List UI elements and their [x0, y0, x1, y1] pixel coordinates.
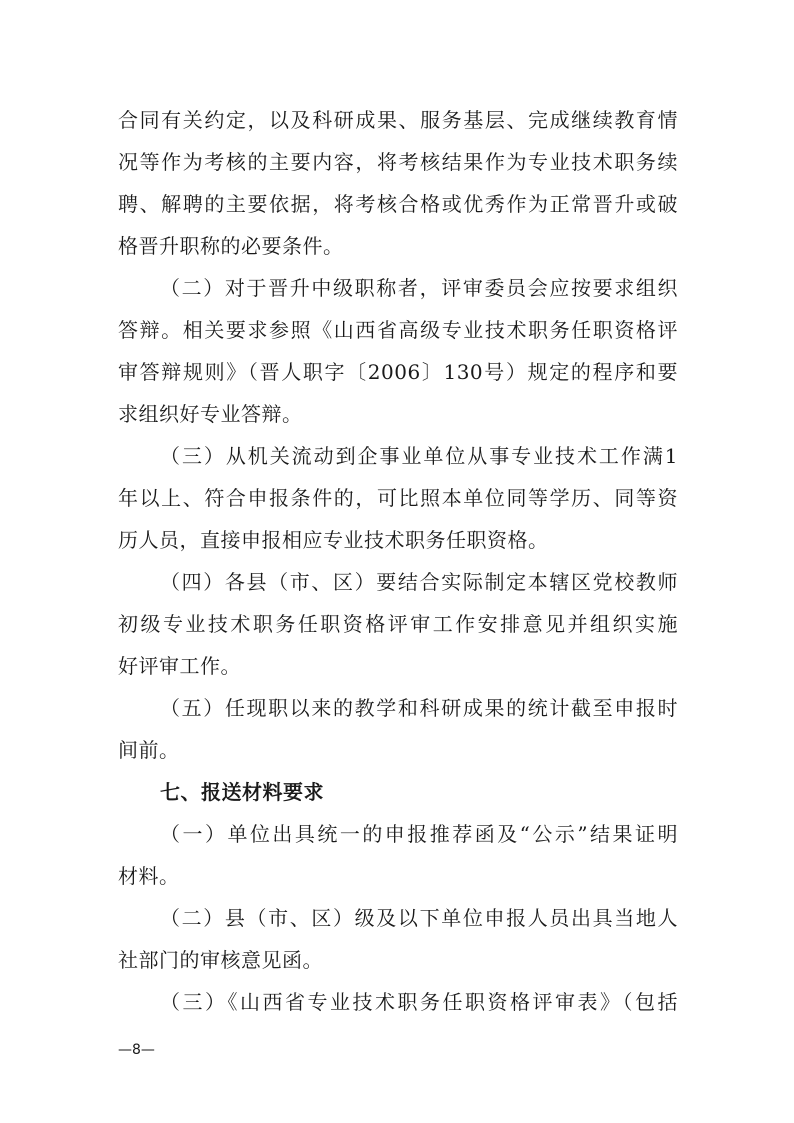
text-line: 格晋升职称的必要条件。: [118, 234, 344, 258]
text-line: 材料。: [118, 864, 180, 888]
text-line: 好评审工作。: [118, 654, 241, 678]
text-line: 合同有关约定，以及科研成果、服务基层、完成继续教育情: [118, 108, 678, 132]
text-line: 况等作为考核的主要内容，将考核结果作为专业技术职务续: [118, 150, 678, 174]
text-line: 间前。: [118, 738, 180, 762]
paragraph-start: （二）对于晋升中级职称者，评审委员会应按要求组织: [160, 276, 678, 300]
section-heading: 七、报送材料要求: [160, 780, 324, 804]
text-line: 聘、解聘的主要依据，将考核合格或优秀作为正常晋升或破: [118, 192, 678, 216]
paragraph-start: （五）任现职以来的教学和科研成果的统计截至申报时: [160, 696, 678, 720]
text-line: 答辩。相关要求参照《山西省高级专业技术职务任职资格评: [118, 318, 678, 342]
text-line: 年以上、符合申报条件的，可比照本单位同等学历、同等资: [118, 486, 678, 510]
text-line: 初级专业技术职务任职资格评审工作安排意见并组织实施: [118, 612, 678, 636]
paragraph-start: （一）单位出具统一的申报推荐函及“公示”结果证明: [160, 822, 678, 846]
text-line: 求组织好专业答辩。: [118, 402, 303, 426]
paragraph-start: （三）从机关流动到企事业单位从事专业技术工作满1: [160, 444, 678, 468]
paragraph-start: （二）县（市、区）级及以下单位申报人员出具当地人: [160, 906, 678, 930]
text-line: 审答辩规则》（晋人职字〔2006〕130号）规定的程序和要: [118, 360, 678, 384]
paragraph-start: （三）《山西省专业技术职务任职资格评审表》（包括: [160, 990, 678, 1014]
page-number: —8—: [118, 1042, 155, 1058]
text-line: 社部门的审核意见函。: [118, 948, 323, 972]
text-line: 历人员，直接申报相应专业技术职务任职资格。: [118, 528, 549, 552]
paragraph-start: （四）各县（市、区）要结合实际制定本辖区党校教师: [160, 570, 678, 594]
